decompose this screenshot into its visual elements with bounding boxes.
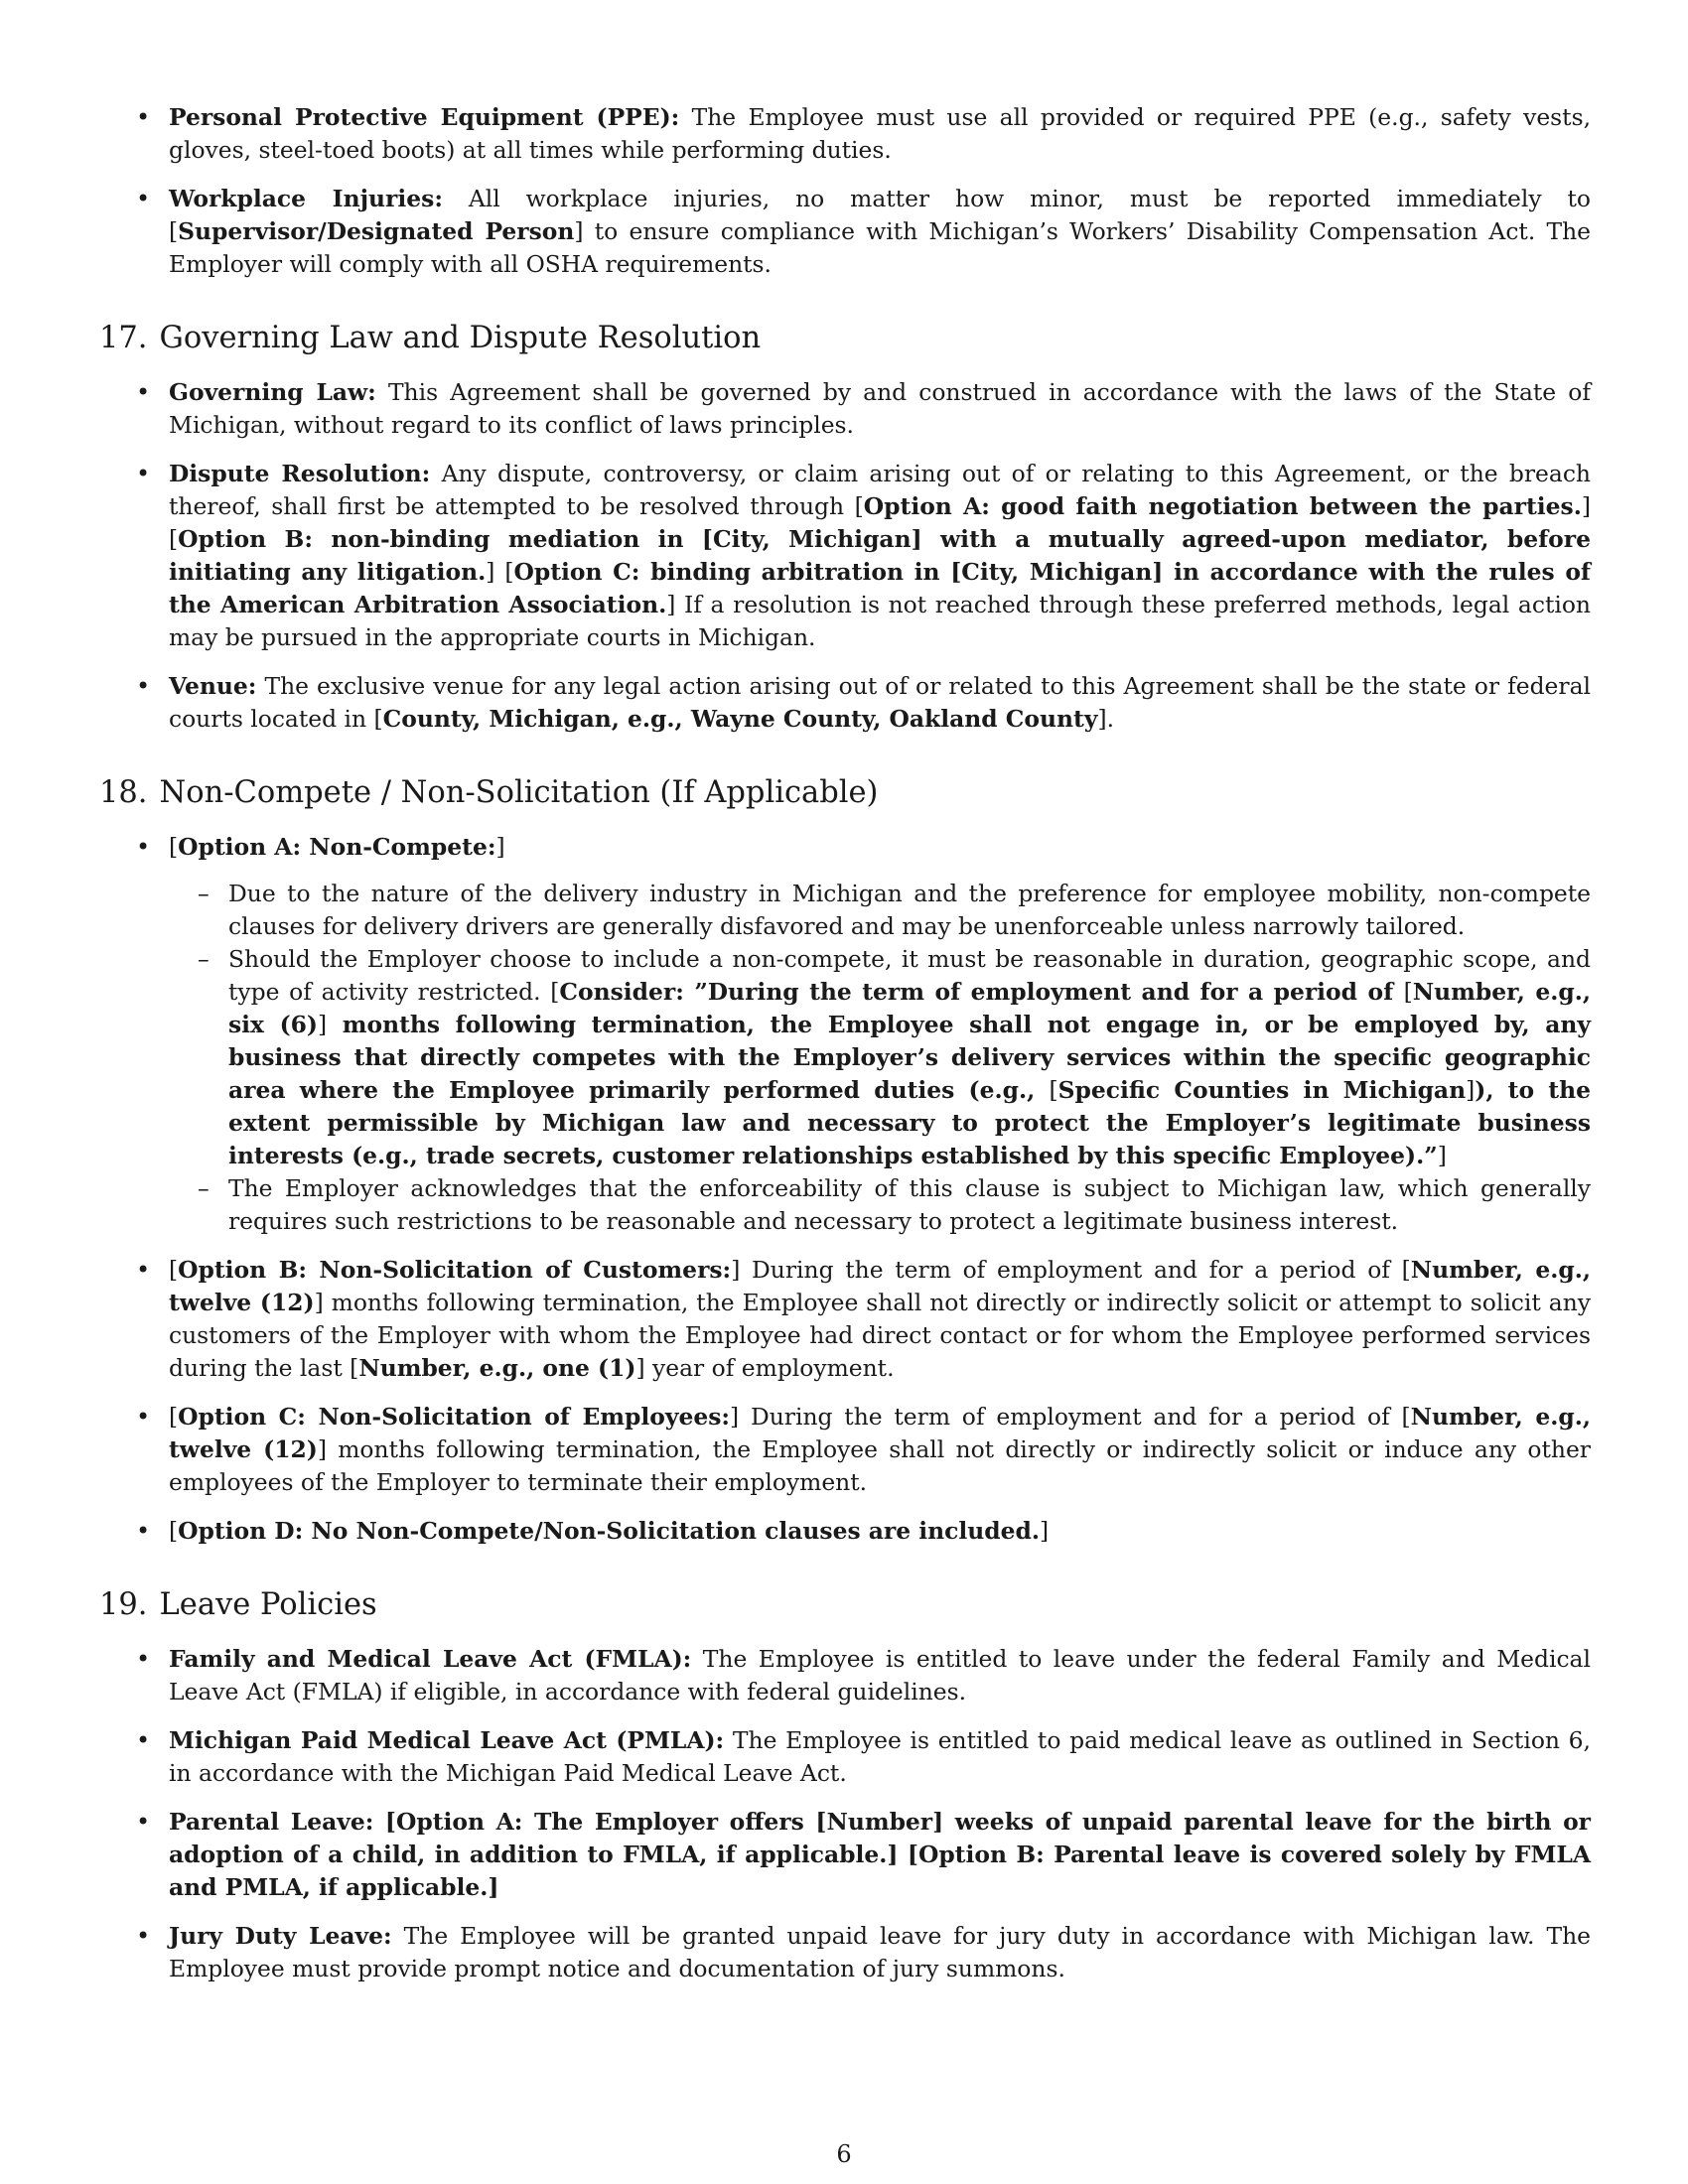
section-17-list xyxy=(99,376,1591,736)
safety-list xyxy=(99,101,1591,281)
sublist-item: – Should the Employer choose to include a non-compete, it must be reasonable in duration, geographic scope, and type of activity restricted. [Consider: ”During the term of employment and for a period of [Number, e.g., six (6)] months following termination, the Employee shall not engage in, or be employed by, any business that directly competes with the Employer’s delivery services within the specific geographic area where the Employee primarily performed duties (e.g., [Specific Counties in Michigan]), to the extent permissible by Michigan law and necessary to protect the Employer’s legitimate business interests (e.g., trade secrets, customer relationships established by this specific Employee).”] xyxy=(169,943,1591,1172)
section-18-list xyxy=(99,831,1591,1548)
section-19-list xyxy=(99,1643,1591,1985)
list-item-ppe: • Personal Protective Equipment (PPE): The Employee must use all provided or required PPE (e.g., safety vests, gloves, steel-toed boots) at all times while performing duties. xyxy=(99,101,1591,167)
sublist-item: – The Employer acknowledges that the enforceability of this clause is subject to Michigan law, which generally requires such restrictions to be reasonable and necessary to protect a legitimate business interest. xyxy=(169,1172,1591,1238)
non-compete-sublist xyxy=(169,878,1591,1238)
document-body xyxy=(99,101,1591,2001)
list-item-option-c-non-solicitation-employees: • [Option C: Non-Solicitation of Employees:] During the term of employment and for a period of [Number, e.g., twelve (12)] months following termination, the Employee shall not directly or indirectly solicit or induce any other employees of the Employer to terminate their employment. xyxy=(99,1401,1591,1499)
list-item-workplace-injuries: • Workplace Injuries: All workplace injuries, no matter how minor, must be reported immediately to [Supervisor/Designated Person] to ensure compliance with Michigan’s Workers’ Disability Compensation Act. The Employer will comply with all OSHA requirements. xyxy=(99,183,1591,281)
section-18-heading: 18. Non-Compete / Non-Solicitation (If Applicable) xyxy=(99,775,879,810)
page-number: 6 xyxy=(836,2140,852,2168)
list-item-parental-leave: • Parental Leave: [Option A: The Employer offers [Number] weeks of unpaid parental leave for the birth or adoption of a child, in addition to FMLA, if applicable.] [Option B: Parental leave is covered solely by FMLA and PMLA, if applicable.] xyxy=(99,1806,1591,1904)
section-17-heading: 17. Governing Law and Dispute Resolution xyxy=(99,321,762,355)
list-item-option-b-non-solicitation-customers: • [Option B: Non-Solicitation of Customers:] During the term of employment and for a period of [Number, e.g., twelve (12)] months following termination, the Employee shall not directly or indirectly solicit or attempt to solicit any customers of the Employer with whom the Employee had direct contact or for whom the Employee performed services during the last [Number, e.g., one (1)] year of employment. xyxy=(99,1254,1591,1385)
list-item-jury-duty: • Jury Duty Leave: The Employee will be granted unpaid leave for jury duty in accordance with Michigan law. The Employee must provide prompt notice and documentation of jury summons. xyxy=(99,1920,1591,1985)
list-item-pmla: • Michigan Paid Medical Leave Act (PMLA): The Employee is entitled to paid medical leave as outlined in Section 6, in accordance with the Michigan Paid Medical Leave Act. xyxy=(99,1724,1591,1790)
sublist-item: – Due to the nature of the delivery industry in Michigan and the preference for employee mobility, non-compete clauses for delivery drivers are generally disfavored and may be unenforceable unless narrowly tailored. xyxy=(169,878,1591,943)
list-item-option-a-non-compete: • [Option A: Non-Compete:] – Due to the nature of the delivery industry in Michigan and the preference for employee mobility, non-compete clauses for delivery drivers are generally disfavored and may be unenforceable unless narrowly tailored. – Should the Employer choose to include a non-compete, it must be reasonable in duration, geographic scope, and type of activity restricted. [Consider: ”During the term of employment and for a period of [Number, e.g., six (6)] months following termination, the Employee shall not engage in, or be employed by, any business that directly competes with the Employer’s delivery services within the specific geographic area where the Employee primarily performed duties (e.g., [Specific Counties in Michigan]), to the extent permissible by Michigan law and necessary to protect the Employer’s legitimate business interests (e.g., trade secrets, customer relationships established by this specific Employee).”] – The Employer acknowledges that the enforceability of this clause is subject to Michigan law, which generally requires such restrictions to be reasonable and necessary to protect a legitimate business interest. xyxy=(99,831,1591,1238)
list-item-fmla: • Family and Medical Leave Act (FMLA): The Employee is entitled to leave under the federal Family and Medical Leave Act (FMLA) if eligible, in accordance with federal guidelines. xyxy=(99,1643,1591,1708)
section-19-heading: 19. Leave Policies xyxy=(99,1587,377,1622)
list-item-venue: • Venue: The exclusive venue for any legal action arising out of or related to this Agreement shall be the state or federal courts located in [County, Michigan, e.g., Wayne County, Oakland County]. xyxy=(99,670,1591,736)
item-label: Personal Protective Equipment (PPE): xyxy=(169,103,680,131)
list-item-governing-law: • Governing Law: This Agreement shall be governed by and construed in accordance with the laws of the State of Michigan, without regard to its conflict of laws principles. xyxy=(99,376,1591,442)
item-label: Workplace Injuries: xyxy=(169,185,443,212)
list-item-dispute-resolution: • Dispute Resolution: Any dispute, controversy, or claim arising out of or relating to this Agreement, or the breach thereof, shall first be attempted to be resolved through [Option A: good faith negotiation between the parties.] [Option B: non-binding mediation in [City, Michigan] with a mutually agreed-upon mediator, before initiating any litigation.] [Option C: binding arbitration in [City, Michigan] in accordance with the rules of the American Arbitration Association.] If a resolution is not reached through these preferred methods, legal action may be pursued in the appropriate courts in Michigan. xyxy=(99,458,1591,654)
list-item-option-d-none: • [Option D: No Non-Compete/Non-Solicitation clauses are included.] xyxy=(99,1515,1591,1548)
